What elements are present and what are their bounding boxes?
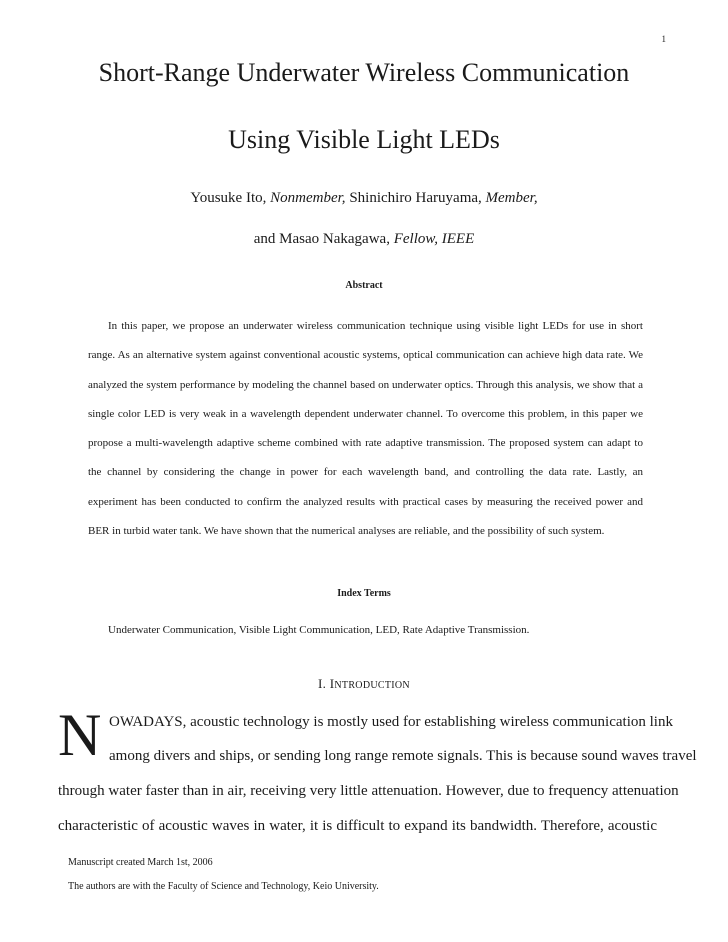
abstract-heading: Abstract bbox=[345, 280, 383, 291]
author-line-1 bbox=[0, 190, 728, 207]
drop-cap: N bbox=[58, 702, 102, 768]
paper-title-line-1: Short-Range Underwater Wireless Communication bbox=[98, 58, 630, 87]
body-text-line: OWADAYS, acoustic technology is mostly used for establishing wireless communication link bbox=[109, 714, 673, 730]
author-membership: Fellow, IEEE bbox=[393, 231, 475, 247]
footnote-affiliation: The authors are with the Faculty of Science and Technology, Keio University. bbox=[68, 881, 379, 892]
body-text-line: characteristic of acoustic waves in water, it is difficult to expand its bandwidth. Therefore, acoustic bbox=[58, 818, 657, 834]
author-name: and Masao Nakagawa, bbox=[253, 231, 390, 247]
paper-title-line-2: Using Visible Light LEDs bbox=[228, 125, 500, 154]
abstract-text: In this paper, we propose an underwater wireless communication technique using visible light LEDs for use in short range. As an alternative system against conventional acoustic systems, optical communication can achieve high data rate. We analyzed the system performance by modeling the channel based on underwater optics. Through this analysis, we show that a single color LED is very weak in a wavelength dependent underwater channel. To overcome this problem, in this paper we propose a multi-wavelength adaptive scheme combined with rate adaptive transmission. The proposed system can adapt to the channel by considering the change in power for each wavelength band, and controlling the data rate. Lastly, an experiment has been conducted to confirm the analyzed results with practical cases by measuring the received power and BER in turbid water tank. We have shown that the numerical analyses are reliable, and the possibility of such system. bbox=[88, 320, 643, 538]
author-name: Yousuke Ito, bbox=[190, 190, 267, 206]
section-numeral: I. I bbox=[318, 676, 335, 691]
author-line-2 bbox=[0, 231, 728, 248]
body-text-line: among divers and ships, or sending long range remote signals. This is because sound waves travel bbox=[109, 748, 697, 764]
author-membership: Member, bbox=[485, 190, 538, 206]
footnote-manuscript: Manuscript created March 1st, 2006 bbox=[68, 857, 213, 868]
index-terms-heading: Index Terms bbox=[337, 588, 391, 599]
index-terms-text: Underwater Communication, Visible Light Communication, LED, Rate Adaptive Transmission. bbox=[108, 624, 530, 636]
page-number: 1 bbox=[661, 34, 666, 44]
abstract-body bbox=[88, 312, 643, 546]
section-title-smallcaps: NTRODUCTION bbox=[334, 680, 410, 691]
author-membership: Nonmember, bbox=[270, 190, 346, 206]
author-name: Shinichiro Haruyama, bbox=[349, 190, 482, 206]
section-heading-introduction bbox=[0, 676, 728, 692]
body-text-line: through water faster than in air, receiving very little attenuation. However, due to frequency attenuation bbox=[58, 783, 679, 799]
